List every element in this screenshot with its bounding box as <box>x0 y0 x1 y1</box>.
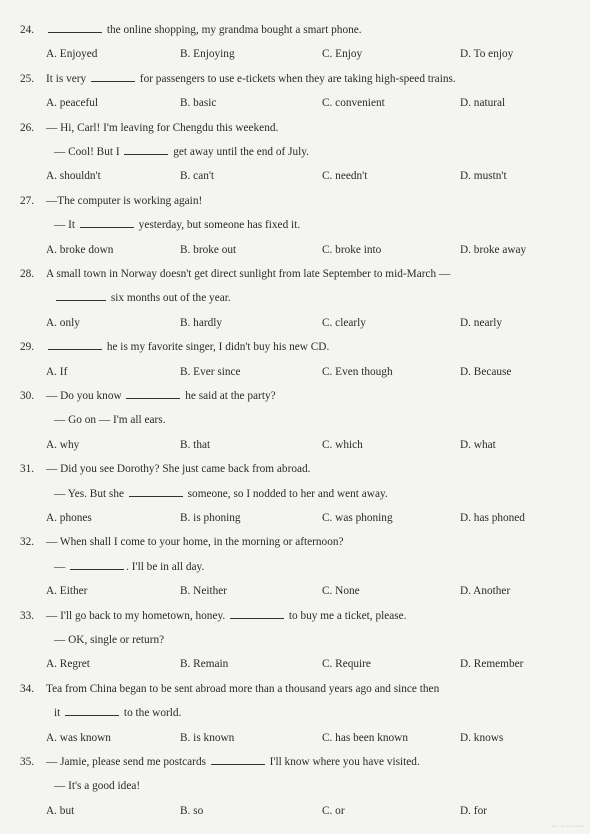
answer-option: C. Even though <box>322 365 393 378</box>
stem-segment: he is my favorite singer, I didn't buy his new CD. <box>104 341 330 354</box>
sub-segment: — OK, single or return? <box>54 634 165 646</box>
options-row <box>0 313 590 333</box>
stem-segment: — Did you see Dorothy? She just came back from abroad. <box>46 463 311 476</box>
options-row <box>0 654 590 674</box>
answer-option: C. was phoning <box>322 512 393 524</box>
answer-option: C. Require <box>322 658 371 671</box>
stem-segment: — Do you know <box>46 390 125 402</box>
stem-segment: — Jamie, please send me postcards <box>46 756 209 768</box>
sub-segment: — <box>54 560 69 573</box>
question-number: 32. <box>20 536 35 549</box>
stem-segment: — Hi, Carl! I'm leaving for Chengdu this weekend. <box>46 121 279 134</box>
question-stem-line <box>0 264 590 284</box>
question-sub-line <box>0 215 590 235</box>
sub-text <box>54 484 388 504</box>
answer-option: A. only <box>46 316 80 329</box>
question-sub-line <box>0 484 590 504</box>
question-sub-line <box>0 288 590 308</box>
question-sub-line <box>0 410 590 430</box>
sub-segment: to the world. <box>121 707 182 720</box>
sub-segment: yesterday, but someone has fixed it. <box>135 219 301 232</box>
stem-text <box>46 532 344 552</box>
answer-option: A. Regret <box>46 658 90 671</box>
sub-segment: . I'll be in all day. <box>126 560 205 573</box>
question-number: 25. <box>20 72 35 85</box>
options-row <box>0 362 590 382</box>
options-row <box>0 728 590 748</box>
question-number: 24. <box>20 24 35 36</box>
options-row <box>0 581 590 601</box>
options-row <box>0 435 590 455</box>
question-sub-line <box>0 776 590 796</box>
sub-segment: — Yes. But she <box>54 487 127 500</box>
answer-option: A. why <box>46 438 80 451</box>
answer-blank <box>80 216 134 228</box>
answer-blank <box>48 21 102 33</box>
answer-option: B. hardly <box>180 316 223 329</box>
answer-blank <box>230 607 284 619</box>
answer-blank <box>91 70 135 82</box>
question-number: 31. <box>20 463 35 476</box>
question-number: 35. <box>20 756 35 768</box>
stem-segment: A small town in Norway doesn't get direct sunlight from late September to mid-March — <box>46 268 451 280</box>
sub-text <box>54 776 140 796</box>
answer-option: A. shouldn't <box>46 170 101 183</box>
answer-option: D. knows <box>460 731 504 744</box>
sub-segment: — Go on — I'm all ears. <box>54 414 166 427</box>
options-row <box>0 801 590 821</box>
sub-text <box>54 557 204 577</box>
stem-text <box>46 386 276 406</box>
question-stem-line <box>0 606 590 626</box>
answer-option: D. mustn't <box>460 170 507 183</box>
question-number: 33. <box>20 609 35 622</box>
answer-option: A. peaceful <box>46 97 99 110</box>
sub-text <box>54 703 181 723</box>
options-row <box>0 44 590 64</box>
answer-option: D. nearly <box>460 316 503 329</box>
answer-option: D. for <box>460 804 487 817</box>
answer-option: A. If <box>46 365 68 378</box>
answer-blank <box>129 485 183 497</box>
footer-watermark: ··· ··· ·· ······ <box>551 824 584 830</box>
question-number: 27. <box>20 194 35 207</box>
answer-option: B. broke out <box>180 243 237 256</box>
answer-blank <box>211 753 265 765</box>
stem-segment: Tea from China began to be sent abroad more than a thousand years ago and since then <box>46 682 440 695</box>
answer-option: B. Remain <box>180 658 229 671</box>
answer-option: D. To enjoy <box>460 48 514 61</box>
answer-option: C. Enjoy <box>322 48 363 61</box>
answer-option: C. convenient <box>322 97 385 110</box>
sub-text <box>54 410 166 430</box>
sub-segment: — Cool! But I <box>54 146 123 158</box>
stem-segment: — I'll go back to my hometown, honey. <box>46 609 229 622</box>
sub-segment: get away until the end of July. <box>170 146 309 158</box>
question-stem-line <box>0 20 590 40</box>
sub-text <box>54 142 309 162</box>
options-row <box>0 93 590 113</box>
question-stem-line <box>0 532 590 552</box>
question-stem-line <box>0 679 590 699</box>
stem-text <box>46 118 278 138</box>
sub-text <box>54 288 231 308</box>
answer-option: D. Remember <box>460 658 524 671</box>
answer-blank <box>56 289 106 301</box>
stem-text <box>46 69 456 89</box>
answer-option: C. None <box>322 585 360 598</box>
answer-option: C. broke into <box>322 243 382 256</box>
stem-segment: to buy me a ticket, please. <box>286 609 407 622</box>
answer-option: A. phones <box>46 512 92 524</box>
answer-option: B. so <box>180 804 204 817</box>
question-number: 29. <box>20 341 35 354</box>
stem-text <box>46 191 202 211</box>
stem-text <box>46 679 439 699</box>
stem-text <box>46 606 407 626</box>
question-stem-line <box>0 386 590 406</box>
options-row <box>0 508 590 528</box>
answer-option: A. but <box>46 804 75 817</box>
answer-option: B. basic <box>180 97 217 110</box>
answer-option: C. has been known <box>322 731 408 744</box>
sub-text <box>54 215 300 235</box>
question-stem-line <box>0 69 590 89</box>
question-sub-line <box>0 142 590 162</box>
stem-segment: — When shall I come to your home, in the morning or afternoon? <box>46 536 344 549</box>
answer-option: B. is known <box>180 731 235 744</box>
stem-text <box>46 337 329 357</box>
stem-segment: I'll know where you have visited. <box>266 756 420 768</box>
answer-option: A. broke down <box>46 243 114 256</box>
answer-option: D. Another <box>460 585 511 598</box>
answer-blank <box>48 338 102 350</box>
answer-blank <box>70 558 124 570</box>
answer-option: B. is phoning <box>180 512 241 524</box>
stem-segment: the online shopping, my grandma bought a smart phone. <box>104 24 362 36</box>
answer-blank <box>124 143 168 155</box>
answer-option: C. or <box>322 804 345 817</box>
stem-text <box>46 264 450 284</box>
question-stem-line <box>0 752 590 772</box>
question-sub-line <box>0 557 590 577</box>
sub-segment: — It <box>54 219 78 232</box>
answer-option: D. what <box>460 438 496 451</box>
answer-option: B. Neither <box>180 585 228 598</box>
stem-text <box>46 459 310 479</box>
answer-option: C. clearly <box>322 316 366 329</box>
answer-option: D. broke away <box>460 243 527 256</box>
sub-segment: six months out of the year. <box>108 292 231 305</box>
question-sub-line <box>0 630 590 650</box>
answer-option: D. natural <box>460 97 506 110</box>
question-stem-line <box>0 118 590 138</box>
answer-option: B. Ever since <box>180 365 241 378</box>
answer-option: A. Enjoyed <box>46 48 98 61</box>
question-stem-line <box>0 191 590 211</box>
answer-option: A. was known <box>46 731 111 744</box>
answer-blank <box>65 704 119 716</box>
answer-option: C. needn't <box>322 170 368 183</box>
answer-option: B. Enjoying <box>180 48 235 61</box>
question-number: 28. <box>20 268 35 280</box>
question-number: 30. <box>20 390 35 402</box>
question-number: 34. <box>20 682 35 695</box>
question-sub-line <box>0 703 590 723</box>
stem-segment: It is very <box>46 72 89 85</box>
question-number: 26. <box>20 121 35 134</box>
question-stem-line <box>0 337 590 357</box>
answer-option: C. which <box>322 438 363 451</box>
question-stem-line <box>0 459 590 479</box>
stem-segment: for passengers to use e-tickets when they are taking high-speed trains. <box>136 72 456 85</box>
answer-blank <box>126 387 180 399</box>
answer-option: B. that <box>180 438 211 451</box>
options-row <box>0 240 590 260</box>
answer-option: D. has phoned <box>460 512 525 524</box>
options-row <box>0 166 590 186</box>
stem-segment: —The computer is working again! <box>46 194 203 207</box>
sub-segment: — It's a good idea! <box>54 780 141 793</box>
answer-option: A. Either <box>46 585 88 598</box>
answer-option: D. Because <box>460 365 512 378</box>
answer-option: B. can't <box>180 170 215 183</box>
sub-segment: someone, so I nodded to her and went away. <box>184 487 388 500</box>
stem-text <box>46 752 420 772</box>
stem-segment: he said at the party? <box>182 390 276 402</box>
sub-segment: it <box>54 707 64 720</box>
sub-text <box>54 630 164 650</box>
stem-text <box>46 20 362 40</box>
